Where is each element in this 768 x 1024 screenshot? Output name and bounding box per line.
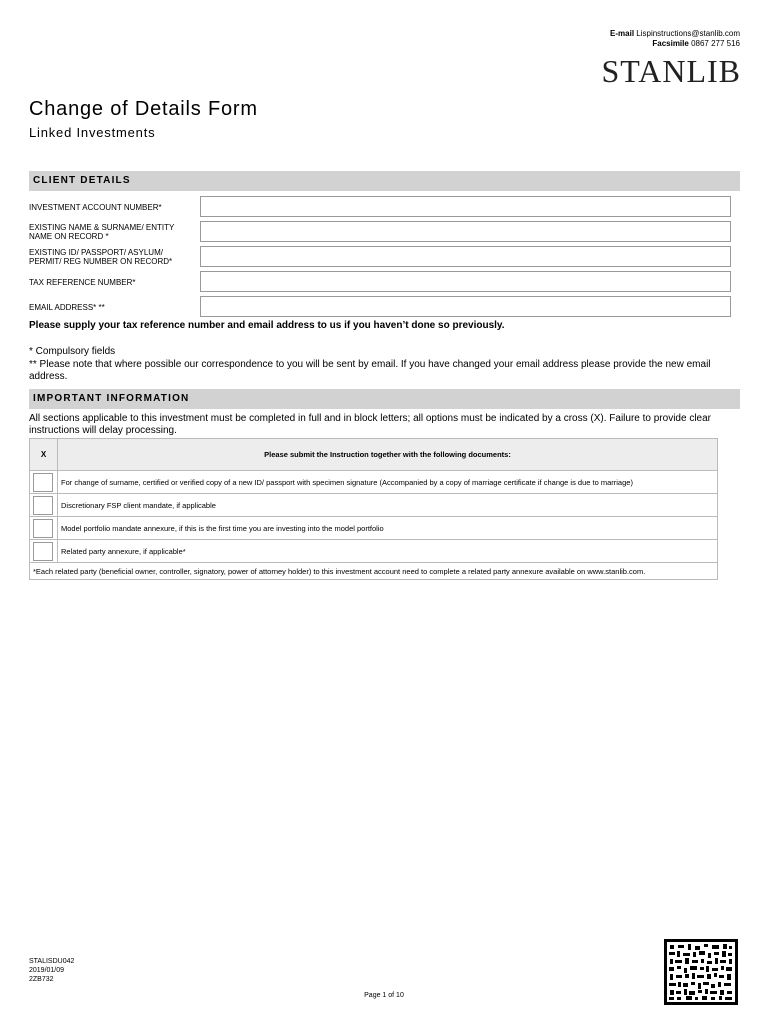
account-number-input[interactable] xyxy=(200,196,731,217)
related-party-footnote: *Each related party (beneficial owner, controller, signatory, power of attorney holder) to this investment account need to complete a related party annexure available on www.stanlib.com. xyxy=(30,563,718,580)
email-note: ** Please note that where possible our correspondence to you will be sent by email. If you have changed your email address please provide the new email address. xyxy=(29,359,711,382)
form-subtitle: Linked Investments xyxy=(29,125,156,140)
field-row-id-number xyxy=(29,246,740,268)
form-date: 2019/01/09 xyxy=(29,967,65,974)
email-label: E-mail xyxy=(610,29,635,38)
document-checkbox[interactable] xyxy=(33,519,53,538)
tax-reference-input[interactable] xyxy=(200,271,731,292)
email-value: Lispinstructions@stanlib.com xyxy=(636,29,740,38)
form-ref: 2ZB732 xyxy=(29,976,54,983)
compulsory-note: * Compulsory fields xyxy=(29,346,116,357)
document-code xyxy=(29,957,74,984)
document-checkbox[interactable] xyxy=(33,496,53,515)
form-code: STALISDU042 xyxy=(29,958,75,965)
id-number-label: EXISTING ID/ PASSPORT/ ASYLUM/ PERMIT/ REG NUMBER ON RECORD* xyxy=(29,248,173,266)
document-row xyxy=(30,471,718,494)
important-information-heading: IMPORTANT INFORMATION xyxy=(29,389,740,409)
document-label: Related party annexure, if applicable* xyxy=(58,540,718,563)
documents-footnote-row xyxy=(30,563,718,580)
supply-note: Please supply your tax reference number and email address to us if you haven’t done so previously. xyxy=(29,320,505,331)
document-row xyxy=(30,517,718,540)
field-row-account-number xyxy=(29,196,740,218)
document-row xyxy=(30,540,718,563)
important-text: All sections applicable to this investment must be completed in full and in block letters; all options must be indicated by a cross (X). Failure to provide clear instructions will delay processing. xyxy=(29,413,711,436)
email-address-input[interactable] xyxy=(200,296,731,317)
email-address-label: EMAIL ADDRESS* ** xyxy=(29,303,105,312)
document-label: Discretionary FSP client mandate, if applicable xyxy=(58,494,718,517)
client-details-heading: CLIENT DETAILS xyxy=(29,171,740,191)
form-title: Change of Details Form xyxy=(29,98,258,120)
document-label: For change of surname, certified or verified copy of a new ID/ passport with specimen signature (Accompanied by a copy of marriage certificate if change is due to marriage) xyxy=(58,471,718,494)
field-row-email xyxy=(29,296,740,318)
document-checkbox[interactable] xyxy=(33,542,53,561)
documents-table-header xyxy=(30,439,718,471)
fax-value: 0867 277 516 xyxy=(691,39,740,48)
fax-label: Facsimile xyxy=(652,39,689,48)
tax-reference-label: TAX REFERENCE NUMBER* xyxy=(29,278,136,287)
field-row-tax-reference xyxy=(29,271,740,293)
documents-header: Please submit the Instruction together with the following documents: xyxy=(58,439,718,471)
document-label: Model portfolio mandate annexure, if this is the first time you are investing into the model portfolio xyxy=(58,517,718,540)
document-checkbox[interactable] xyxy=(33,473,53,492)
x-column-header: X xyxy=(30,439,58,471)
account-number-label: INVESTMENT ACCOUNT NUMBER* xyxy=(29,203,162,212)
page-number: Page 1 of 10 xyxy=(364,992,404,999)
barcode-icon xyxy=(664,939,738,1005)
id-number-input[interactable] xyxy=(200,246,731,267)
document-row xyxy=(30,494,718,517)
contact-info xyxy=(610,29,740,49)
documents-table xyxy=(29,438,718,580)
field-row-name xyxy=(29,221,740,243)
name-label: EXISTING NAME & SURNAME/ ENTITY NAME ON RECORD * xyxy=(29,223,175,241)
stanlib-logo: STANLIB xyxy=(601,53,741,89)
name-input[interactable] xyxy=(200,221,731,242)
